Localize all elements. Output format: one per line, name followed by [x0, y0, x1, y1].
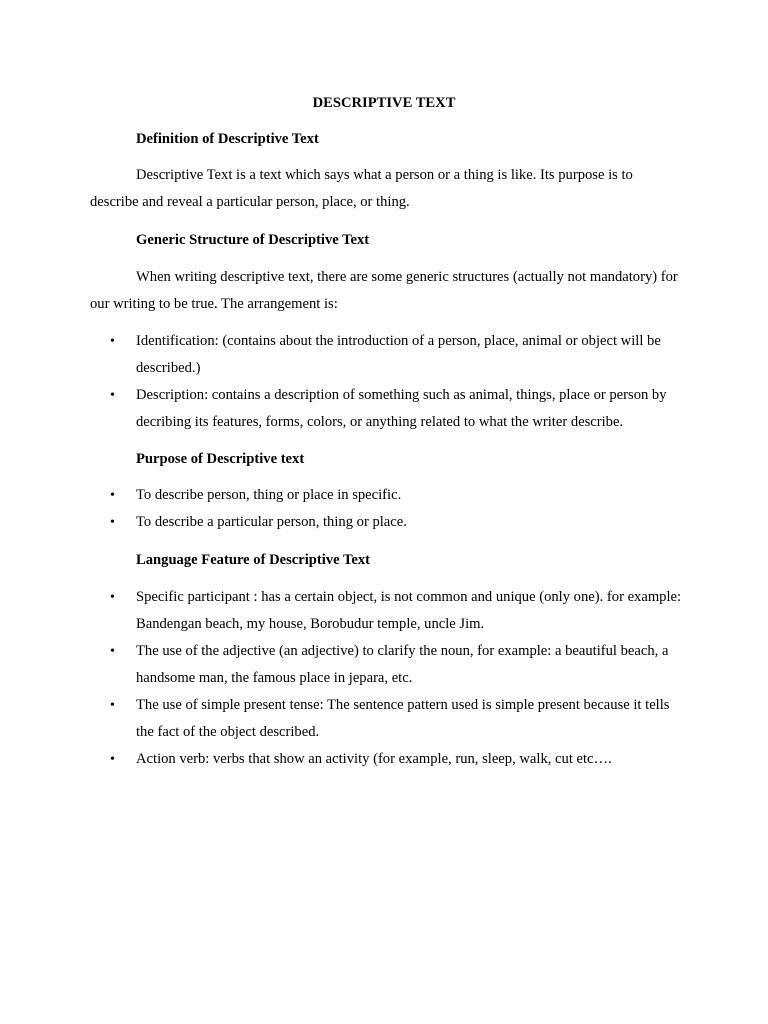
bullet-icon: •	[110, 752, 115, 767]
heading-purpose: Purpose of Descriptive text	[136, 451, 305, 467]
bullet-icon: •	[110, 388, 115, 403]
heading-definition: Definition of Descriptive Text	[136, 131, 319, 147]
bullet-icon: •	[110, 698, 115, 713]
heading-language-feature: Language Feature of Descriptive Text	[136, 552, 371, 568]
bullet-icon: •	[110, 644, 115, 659]
list-item	[0, 482, 682, 509]
list-item-text: To describe a particular person, thing or place.	[136, 514, 407, 530]
list-item	[0, 584, 682, 638]
list-item-text: The use of the adjective (an adjective) to clarify the noun, for example: a beautiful beach, a handsome man, the famous place in jepara, etc.	[136, 643, 669, 686]
document-title: DESCRIPTIVE TEXT	[312, 95, 456, 111]
list-item	[0, 638, 682, 692]
bullet-icon: •	[110, 334, 115, 349]
list-item-text: Specific participant : has a certain object, is not common and unique (only one). for example: Bandengan beach, my house, Borobudur temple, uncle Jim.	[136, 589, 682, 632]
bullet-icon: •	[110, 515, 115, 530]
list-item	[0, 509, 682, 536]
heading-generic-structure: Generic Structure of Descriptive Text	[136, 232, 370, 248]
list-item	[0, 382, 682, 436]
list-generic-structure	[0, 328, 768, 436]
paragraph-definition: Descriptive Text is a text which says what a person or a thing is like. Its purpose is to describe and reveal a particular person, place, or thing.	[90, 167, 633, 210]
list-item-text: To describe person, thing or place in specific.	[136, 487, 402, 503]
list-item	[0, 692, 682, 746]
bullet-icon: •	[110, 488, 115, 503]
paragraph-generic-structure: When writing descriptive text, there are some generic structures (actually not mandatory) for our writing to be true. The arrangement is:	[90, 269, 678, 312]
list-language-feature	[0, 584, 768, 773]
list-purpose	[0, 482, 768, 536]
list-item	[0, 746, 682, 773]
list-item-text: Description: contains a description of something such as animal, things, place or person by decribing its features, forms, colors, or anything related to what the writer describe.	[136, 387, 667, 430]
list-item-text: Action verb: verbs that show an activity (for example, run, sleep, walk, cut etc….	[136, 751, 612, 767]
bullet-icon: •	[110, 590, 115, 605]
list-item-text: Identification: (contains about the introduction of a person, place, animal or object will be described.)	[136, 333, 661, 376]
list-item	[0, 328, 682, 382]
list-item-text: The use of simple present tense: The sentence pattern used is simple present because it tells the fact of the object described.	[136, 697, 670, 740]
